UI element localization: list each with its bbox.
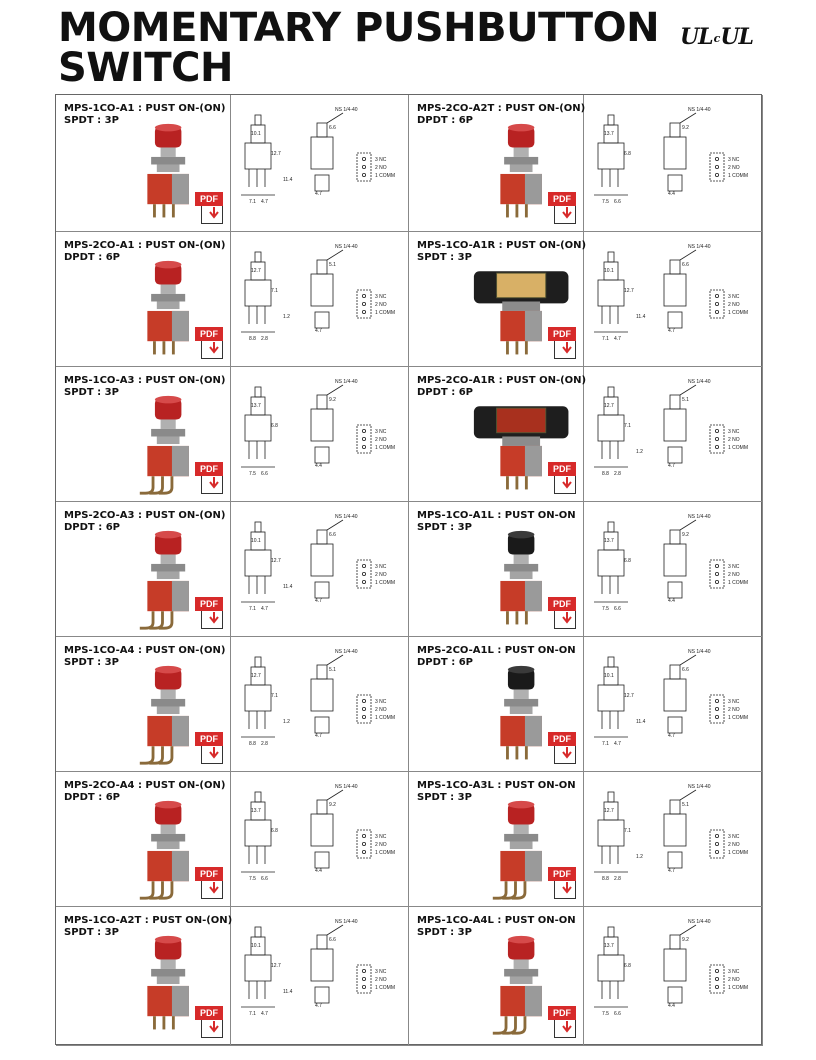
- product-model: MPS-1CO-A4L : PUST ON-ON: [417, 915, 576, 926]
- dimension-label: 6.6: [329, 937, 336, 943]
- dimension-label: 7.1: [624, 423, 631, 429]
- dimension-label: 7.1: [249, 199, 256, 205]
- dimension-drawing: [594, 520, 724, 602]
- thread-label: NS 1/4-40: [335, 919, 358, 925]
- pin-legend-label: 1 COMM: [728, 173, 748, 179]
- pdf-label: PDF: [548, 732, 576, 746]
- dimension-label: 4.7: [668, 328, 675, 334]
- dimension-label: 4.7: [261, 606, 268, 612]
- download-arrow-icon: [207, 341, 221, 355]
- dimension-label: 10.1: [604, 268, 614, 274]
- pdf-download-button[interactable]: [548, 1006, 580, 1040]
- dimension-drawing: [594, 385, 724, 467]
- thread-label: NS 1/4-40: [335, 784, 358, 790]
- product-photo-cell: [409, 95, 584, 232]
- dimension-label: 1.2: [283, 719, 290, 725]
- dimension-label: 4.7: [315, 191, 322, 197]
- pdf-download-button[interactable]: [195, 462, 227, 496]
- download-arrow-icon: [560, 206, 574, 220]
- product-photo-cell: [409, 502, 584, 637]
- switch-illustration: [147, 261, 189, 355]
- product-config: DPDT : 6P: [417, 387, 474, 398]
- dimension-drawing: [594, 655, 724, 737]
- dimension-drawing-cell: [231, 907, 409, 1046]
- pdf-download-button[interactable]: [195, 192, 227, 226]
- pdf-download-button[interactable]: [195, 732, 227, 766]
- product-photo-cell: [56, 367, 231, 502]
- pin-legend-label: 2 NO: [728, 165, 740, 171]
- dimension-label: 4.7: [668, 868, 675, 874]
- technical-drawing: [584, 95, 759, 230]
- dimension-label: 13.7: [251, 808, 261, 814]
- technical-drawing: [231, 367, 406, 502]
- product-model: MPS-2CO-A3 : PUST ON-(ON): [64, 510, 226, 521]
- thread-label: NS 1/4-40: [688, 784, 711, 790]
- pdf-download-button[interactable]: [548, 732, 580, 766]
- switch-illustration: [140, 801, 189, 898]
- pdf-download-button[interactable]: [195, 867, 227, 901]
- pdf-label: PDF: [195, 867, 223, 881]
- dimension-drawing: [241, 925, 371, 1007]
- product-photo-cell: [56, 232, 231, 367]
- dimension-drawing-cell: [231, 772, 409, 907]
- product-config: SPDT : 3P: [417, 522, 472, 533]
- pin-legend-label: 3 NC: [375, 834, 387, 840]
- dimension-label: 8.8: [602, 876, 609, 882]
- switch-illustration: [140, 531, 189, 628]
- pin-legend-label: 3 NC: [375, 969, 387, 975]
- download-arrow-icon: [560, 881, 574, 895]
- dimension-label: 11.4: [636, 719, 646, 725]
- technical-drawing: [231, 502, 406, 637]
- product-config: DPDT : 6P: [64, 522, 121, 533]
- pdf-label: PDF: [548, 1006, 576, 1020]
- pin-legend-label: 2 NO: [375, 977, 387, 983]
- pin-legend-label: 2 NO: [375, 572, 387, 578]
- pdf-download-button[interactable]: [548, 462, 580, 496]
- pin-legend-label: 3 NC: [375, 157, 387, 163]
- pin-legend-label: 1 COMM: [375, 173, 395, 179]
- product-model: MPS-2CO-A2T : PUST ON-(ON): [417, 103, 586, 114]
- pdf-label: PDF: [548, 597, 576, 611]
- pdf-label: PDF: [195, 597, 223, 611]
- pdf-download-button[interactable]: [548, 327, 580, 361]
- pin-legend-label: 2 NO: [728, 707, 740, 713]
- download-arrow-icon: [560, 476, 574, 490]
- dimension-label: 7.1: [602, 336, 609, 342]
- pin-legend-label: 2 NO: [375, 302, 387, 308]
- download-arrow-icon: [207, 1020, 221, 1034]
- product-config: DPDT : 6P: [64, 792, 121, 803]
- dimension-drawing-cell: [231, 502, 409, 637]
- dimension-label: 4.7: [261, 1011, 268, 1017]
- technical-drawing: [231, 907, 406, 1042]
- technical-drawing: [231, 772, 406, 907]
- dimension-label: 12.7: [271, 151, 281, 157]
- product-model: MPS-1CO-A2T : PUST ON-(ON): [64, 915, 233, 926]
- product-config: SPDT : 3P: [64, 115, 119, 126]
- dimension-label: 7.5: [249, 876, 256, 882]
- download-arrow-icon: [560, 611, 574, 625]
- download-arrow-icon: [560, 341, 574, 355]
- title-line-1: MOMENTARY PUSHBUTTON: [58, 5, 660, 51]
- pdf-label: PDF: [548, 462, 576, 476]
- product-photo-cell: [56, 772, 231, 907]
- pin-legend-label: 1 COMM: [728, 850, 748, 856]
- thread-label: NS 1/4-40: [335, 379, 358, 385]
- dimension-drawing: [241, 655, 371, 737]
- pin-legend-label: 1 COMM: [375, 445, 395, 451]
- dimension-label: 8.8: [249, 336, 256, 342]
- pdf-download-button[interactable]: [548, 192, 580, 226]
- dimension-label: 12.7: [251, 673, 261, 679]
- pin-legend-label: 3 NC: [728, 699, 740, 705]
- dimension-label: 4.7: [614, 336, 621, 342]
- dimension-label: 1.2: [283, 314, 290, 320]
- dimension-label: 4.4: [315, 463, 322, 469]
- switch-illustration: [147, 124, 189, 218]
- thread-label: NS 1/4-40: [335, 649, 358, 655]
- product-photo-cell: [409, 367, 587, 502]
- dimension-label: 10.1: [251, 538, 261, 544]
- product-photo-cell: [56, 502, 231, 637]
- pin-legend-label: 3 NC: [375, 429, 387, 435]
- dimension-label: 8.8: [249, 741, 256, 747]
- dimension-label: 4.7: [315, 598, 322, 604]
- dimension-label: 6.6: [614, 1011, 621, 1017]
- pin-legend-label: 3 NC: [375, 564, 387, 570]
- dimension-label: 9.2: [329, 397, 336, 403]
- product-photo-cell: [409, 772, 584, 907]
- dimension-label: 7.1: [271, 288, 278, 294]
- dimension-label: 9.2: [682, 125, 689, 131]
- dimension-drawing-cell: [584, 772, 763, 907]
- pdf-label: PDF: [548, 192, 576, 206]
- pin-legend-label: 3 NC: [728, 834, 740, 840]
- dimension-label: 11.4: [283, 989, 293, 995]
- dimension-label: 4.4: [668, 1003, 675, 1009]
- dimension-label: 7.5: [602, 199, 609, 205]
- dimension-drawing: [241, 385, 371, 467]
- dimension-label: 12.7: [251, 268, 261, 274]
- product-photo-cell: [409, 232, 587, 367]
- technical-drawing: [584, 907, 759, 1042]
- dimension-drawing: [594, 790, 724, 872]
- product-photo-cell: [56, 637, 231, 772]
- pin-legend-label: 2 NO: [375, 437, 387, 443]
- pin-legend-label: 1 COMM: [375, 985, 395, 991]
- technical-drawing: [231, 232, 406, 367]
- dimension-label: 4.7: [315, 1003, 322, 1009]
- pin-legend-label: 3 NC: [728, 294, 740, 300]
- dimension-label: 4.4: [668, 598, 675, 604]
- pin-legend-label: 2 NO: [728, 437, 740, 443]
- dimension-label: 7.1: [249, 606, 256, 612]
- thread-label: NS 1/4-40: [688, 919, 711, 925]
- dimension-label: 7.1: [271, 693, 278, 699]
- pdf-download-button[interactable]: [195, 1006, 227, 1040]
- product-model: MPS-1CO-A1L : PUST ON-ON: [417, 510, 576, 521]
- dimension-drawing-cell: [231, 367, 409, 502]
- dimension-label: 7.5: [602, 1011, 609, 1017]
- pdf-label: PDF: [548, 327, 576, 341]
- product-model: MPS-2CO-A1R : PUST ON-(ON): [417, 375, 587, 386]
- dimension-drawing: [241, 790, 371, 872]
- dimension-label: 4.4: [315, 868, 322, 874]
- product-model: MPS-2CO-A1L : PUST ON-ON: [417, 645, 576, 656]
- pin-legend-label: 2 NO: [375, 842, 387, 848]
- download-arrow-icon: [560, 746, 574, 760]
- dimension-label: 6.6: [261, 471, 268, 477]
- download-arrow-icon: [207, 476, 221, 490]
- dimension-drawing-cell: [584, 502, 763, 637]
- dimension-label: 12.7: [604, 808, 614, 814]
- dimension-label: 4.7: [668, 463, 675, 469]
- dimension-label: 6.8: [271, 828, 278, 834]
- pin-legend-label: 2 NO: [728, 572, 740, 578]
- product-model: MPS-2CO-A1 : PUST ON-(ON): [64, 240, 226, 251]
- dimension-drawing: [594, 113, 724, 195]
- dimension-drawing-cell: [584, 95, 763, 232]
- dimension-label: 6.6: [682, 262, 689, 268]
- pin-legend-label: 2 NO: [375, 165, 387, 171]
- dimension-label: 12.7: [624, 288, 634, 294]
- dimension-label: 4.7: [315, 328, 322, 334]
- dimension-label: 6.8: [624, 558, 631, 564]
- pin-legend-label: 3 NC: [375, 699, 387, 705]
- dimension-label: 9.2: [329, 802, 336, 808]
- dimension-label: 11.4: [283, 584, 293, 590]
- dimension-label: 5.1: [329, 667, 336, 673]
- technical-drawing: [231, 95, 406, 230]
- dimension-label: 1.2: [636, 854, 643, 860]
- dimension-label: 7.1: [624, 828, 631, 834]
- pin-legend-label: 1 COMM: [728, 445, 748, 451]
- dimension-label: 12.7: [271, 558, 281, 564]
- pin-legend-label: 2 NO: [375, 707, 387, 713]
- dimension-drawing-cell: [584, 637, 763, 772]
- dimension-label: 6.6: [329, 532, 336, 538]
- dimension-label: 12.7: [604, 403, 614, 409]
- dimension-label: 7.5: [249, 471, 256, 477]
- product-config: SPDT : 3P: [417, 792, 472, 803]
- dimension-label: 7.1: [249, 1011, 256, 1017]
- switch-illustration: [500, 124, 542, 218]
- switch-illustration: [140, 396, 189, 493]
- thread-label: NS 1/4-40: [335, 514, 358, 520]
- product-config: DPDT : 6P: [64, 252, 121, 263]
- pin-legend-label: 2 NO: [728, 302, 740, 308]
- pdf-label: PDF: [548, 867, 576, 881]
- pin-legend-label: 1 COMM: [375, 850, 395, 856]
- dimension-drawing-cell: [584, 232, 763, 367]
- dimension-label: 4.7: [668, 733, 675, 739]
- pin-legend-label: 1 COMM: [728, 310, 748, 316]
- pdf-label: PDF: [195, 462, 223, 476]
- dimension-label: 6.6: [682, 667, 689, 673]
- download-arrow-icon: [207, 746, 221, 760]
- thread-label: NS 1/4-40: [688, 649, 711, 655]
- dimension-label: 9.2: [682, 532, 689, 538]
- pin-legend-label: 3 NC: [728, 564, 740, 570]
- pdf-label: PDF: [195, 732, 223, 746]
- dimension-label: 11.4: [636, 314, 646, 320]
- dimension-label: 5.1: [682, 802, 689, 808]
- dimension-label: 6.6: [329, 125, 336, 131]
- thread-label: NS 1/4-40: [688, 107, 711, 113]
- dimension-drawing: [241, 520, 371, 602]
- dimension-label: 5.1: [682, 397, 689, 403]
- product-config: SPDT : 3P: [64, 387, 119, 398]
- pdf-label: PDF: [195, 1006, 223, 1020]
- product-photo-cell: [409, 637, 584, 772]
- dimension-drawing: [594, 250, 724, 332]
- pin-legend-label: 3 NC: [375, 294, 387, 300]
- dimension-label: 6.6: [614, 606, 621, 612]
- dimension-label: 6.8: [624, 963, 631, 969]
- dimension-label: 11.4: [283, 177, 293, 183]
- product-config: DPDT : 6P: [417, 115, 474, 126]
- dimension-label: 6.8: [271, 423, 278, 429]
- dimension-label: 13.7: [604, 131, 614, 137]
- thread-label: NS 1/4-40: [688, 514, 711, 520]
- dimension-label: 4.7: [614, 741, 621, 747]
- dimension-drawing-cell: [231, 232, 409, 367]
- dimension-label: 4.7: [315, 733, 322, 739]
- dimension-label: 2.8: [261, 336, 268, 342]
- dimension-label: 8.8: [602, 471, 609, 477]
- switch-illustration: [500, 531, 542, 625]
- dimension-label: 7.5: [602, 606, 609, 612]
- dimension-label: 10.1: [251, 943, 261, 949]
- product-photo-cell: [56, 95, 231, 232]
- pdf-label: PDF: [195, 327, 223, 341]
- product-grid: [55, 94, 762, 1045]
- switch-illustration: [493, 936, 542, 1033]
- dimension-drawing-cell: [584, 367, 763, 502]
- product-config: SPDT : 3P: [64, 927, 119, 938]
- thread-label: NS 1/4-40: [335, 244, 358, 250]
- download-arrow-icon: [207, 611, 221, 625]
- dimension-label: 12.7: [271, 963, 281, 969]
- product-model: MPS-1CO-A1 : PUST ON-(ON): [64, 103, 226, 114]
- pin-legend-label: 1 COMM: [375, 715, 395, 721]
- dimension-drawing-cell: [231, 637, 409, 772]
- dimension-drawing-cell: [231, 95, 409, 232]
- pin-legend-label: 1 COMM: [728, 985, 748, 991]
- switch-illustration: [140, 666, 189, 763]
- pin-legend-label: 1 COMM: [375, 310, 395, 316]
- dimension-label: 2.8: [614, 876, 621, 882]
- pin-legend-label: 1 COMM: [728, 580, 748, 586]
- product-model: MPS-1CO-A4 : PUST ON-(ON): [64, 645, 226, 656]
- dimension-drawing: [594, 925, 724, 1007]
- pin-legend-label: 1 COMM: [375, 580, 395, 586]
- download-arrow-icon: [207, 206, 221, 220]
- product-config: DPDT : 6P: [417, 657, 474, 668]
- switch-illustration: [147, 936, 189, 1030]
- dimension-label: 7.1: [602, 741, 609, 747]
- thread-label: NS 1/4-40: [335, 107, 358, 113]
- product-photo-cell: [56, 907, 231, 1046]
- product-config: SPDT : 3P: [64, 657, 119, 668]
- page-title: [58, 5, 660, 91]
- pin-legend-label: 3 NC: [728, 969, 740, 975]
- dimension-label: 2.8: [261, 741, 268, 747]
- product-model: MPS-1CO-A3L : PUST ON-ON: [417, 780, 576, 791]
- download-arrow-icon: [207, 881, 221, 895]
- dimension-label: 6.6: [614, 199, 621, 205]
- product-config: SPDT : 3P: [417, 927, 472, 938]
- dimension-label: 13.7: [604, 943, 614, 949]
- dimension-label: 10.1: [251, 131, 261, 137]
- dimension-label: 4.7: [261, 199, 268, 205]
- dimension-label: 12.7: [624, 693, 634, 699]
- product-model: MPS-1CO-A3 : PUST ON-(ON): [64, 375, 226, 386]
- product-model: MPS-2CO-A4 : PUST ON-(ON): [64, 780, 226, 791]
- pdf-download-button[interactable]: [195, 597, 227, 631]
- thread-label: NS 1/4-40: [688, 244, 711, 250]
- switch-illustration: [493, 801, 542, 898]
- dimension-drawing: [241, 113, 371, 195]
- dimension-label: 4.4: [668, 191, 675, 197]
- dimension-label: 13.7: [604, 538, 614, 544]
- product-model: MPS-1CO-A1R : PUST ON-(ON): [417, 240, 587, 251]
- pin-legend-label: 3 NC: [728, 429, 740, 435]
- dimension-label: 10.1: [604, 673, 614, 679]
- technical-drawing: [584, 502, 759, 637]
- pin-legend-label: 1 COMM: [728, 715, 748, 721]
- switch-illustration: [500, 666, 542, 760]
- pin-legend-label: 2 NO: [728, 977, 740, 983]
- pin-legend-label: 2 NO: [728, 842, 740, 848]
- technical-drawing: [231, 637, 406, 772]
- thread-label: NS 1/4-40: [688, 379, 711, 385]
- pdf-download-button[interactable]: [548, 867, 580, 901]
- technical-drawing: [584, 772, 759, 907]
- pin-legend-label: 3 NC: [728, 157, 740, 163]
- product-photo-cell: [409, 907, 584, 1046]
- download-arrow-icon: [560, 1020, 574, 1034]
- pdf-label: PDF: [195, 192, 223, 206]
- dimension-label: 13.7: [251, 403, 261, 409]
- dimension-label: 1.2: [636, 449, 643, 455]
- dimension-label: 6.8: [624, 151, 631, 157]
- pdf-download-button[interactable]: [195, 327, 227, 361]
- technical-drawing: [584, 232, 759, 367]
- dimension-label: 5.1: [329, 262, 336, 268]
- pdf-download-button[interactable]: [548, 597, 580, 631]
- ul-certification-logo: ULcUL: [680, 24, 754, 50]
- dimension-label: 2.8: [614, 471, 621, 477]
- dimension-label: 9.2: [682, 937, 689, 943]
- product-config: SPDT : 3P: [417, 252, 472, 263]
- dimension-drawing: [241, 250, 371, 332]
- technical-drawing: [584, 367, 759, 502]
- technical-drawing: [584, 637, 759, 772]
- dimension-drawing-cell: [584, 907, 763, 1046]
- dimension-label: 6.6: [261, 876, 268, 882]
- title-line-2: SWITCH: [58, 45, 233, 91]
